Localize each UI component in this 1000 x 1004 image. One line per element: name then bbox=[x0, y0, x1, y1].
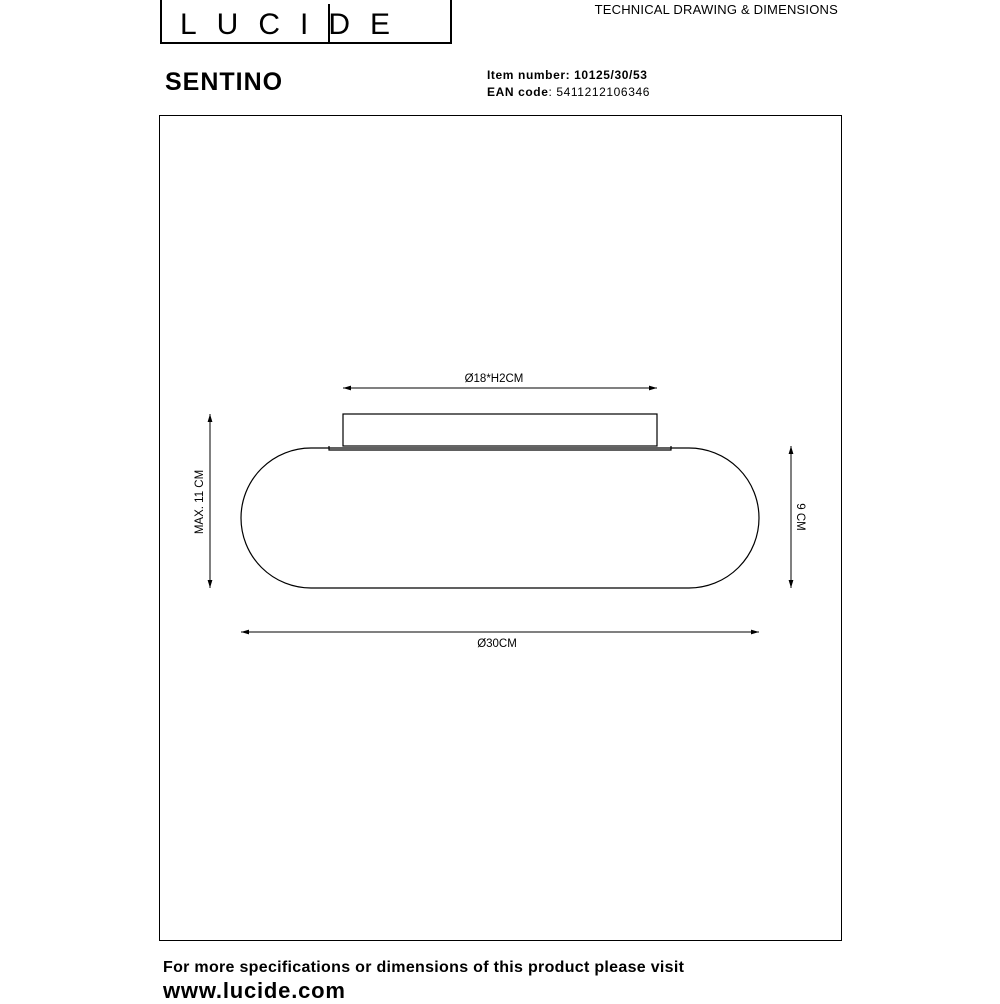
item-number-row: Item number: 10125/30/53 bbox=[487, 68, 648, 82]
ean-label: EAN code bbox=[487, 85, 549, 99]
item-number-label: Item number bbox=[487, 68, 566, 82]
ean-value: 5411212106346 bbox=[556, 85, 651, 99]
product-name: SENTINO bbox=[165, 68, 284, 96]
total-height-label: MAX. 11 CM bbox=[194, 469, 206, 535]
base-dimension-label: Ø18*H2CM bbox=[464, 373, 524, 385]
logo-wordmark: LUCIDE bbox=[180, 8, 411, 41]
document-type-label: TECHNICAL DRAWING & DIMENSIONS bbox=[594, 2, 838, 17]
website-link[interactable]: www.lucide.com bbox=[163, 978, 346, 1003]
diameter-label: Ø30CM bbox=[477, 638, 517, 650]
footer-text: For more specifications or dimensions of this product please visit bbox=[163, 959, 685, 976]
shade-height-label: 9 CM bbox=[794, 503, 806, 531]
ean-row: EAN code: 5411212106346 bbox=[487, 85, 651, 99]
lamp-shade bbox=[241, 448, 759, 588]
item-number-value: 10125/30/53 bbox=[574, 68, 648, 82]
ceiling-base bbox=[343, 414, 657, 446]
